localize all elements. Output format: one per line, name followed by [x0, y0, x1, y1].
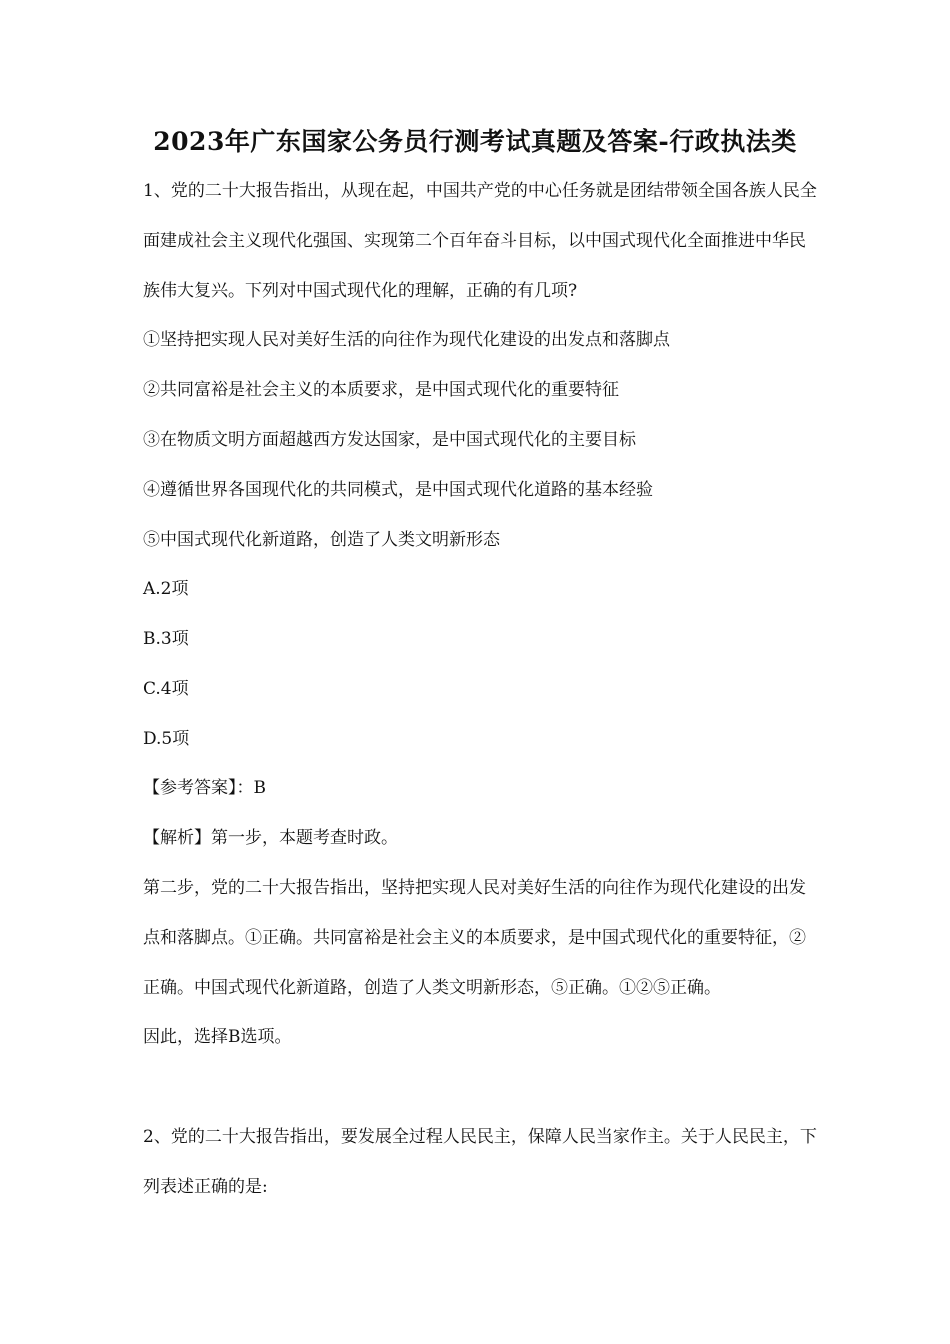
- q1-analysis-line-2: 点和落脚点。①正确。共同富裕是社会主义的本质要求，是中国式现代化的重要特征，②: [143, 928, 806, 948]
- q1-analysis-line-3: 正确。中国式现代化新道路，创造了人类文明新形态，⑤正确。①②⑤正确。: [143, 978, 721, 998]
- q2-stem-line-2: 列表述正确的是:: [143, 1177, 268, 1197]
- q1-conclusion: 因此，选择B选项。: [143, 1027, 292, 1047]
- q1-statement-3: ③在物质文明方面超越西方发达国家，是中国式现代化的主要目标: [143, 430, 636, 450]
- q1-option-b: B.3项: [143, 629, 189, 649]
- q1-statement-2: ②共同富裕是社会主义的本质要求，是中国式现代化的重要特征: [143, 380, 619, 400]
- q1-stem-line-1: 1、党的二十大报告指出，从现在起，中国共产党的中心任务就是团结带领全国各族人民全: [143, 181, 817, 201]
- q1-stem-line-3: 族伟大复兴。下列对中国式现代化的理解，正确的有几项?: [143, 281, 578, 301]
- q1-analysis-head: 【解析】第一步，本题考查时政。: [143, 828, 398, 848]
- q1-analysis-line-1: 第二步，党的二十大报告指出，坚持把实现人民对美好生活的向往作为现代化建设的出发: [143, 878, 806, 898]
- q1-statement-4: ④遵循世界各国现代化的共同模式，是中国式现代化道路的基本经验: [143, 480, 653, 500]
- q1-option-d: D.5项: [143, 729, 190, 749]
- q1-option-a: A.2项: [143, 579, 189, 599]
- q2-stem-line-1: 2、党的二十大报告指出，要发展全过程人民民主，保障人民当家作主。关于人民民主，下: [143, 1127, 817, 1147]
- q1-stem-line-2: 面建成社会主义现代化强国、实现第二个百年奋斗目标，以中国式现代化全面推进中华民: [143, 231, 806, 251]
- q1-option-c: C.4项: [143, 679, 189, 699]
- document-title: 2023年广东国家公务员行测考试真题及答案-行政执法类: [153, 127, 797, 156]
- q1-statement-5: ⑤中国式现代化新道路，创造了人类文明新形态: [143, 530, 500, 550]
- q1-answer: 【参考答案】：B: [143, 778, 266, 798]
- q1-statement-1: ①坚持把实现人民对美好生活的向往作为现代化建设的出发点和落脚点: [143, 330, 670, 350]
